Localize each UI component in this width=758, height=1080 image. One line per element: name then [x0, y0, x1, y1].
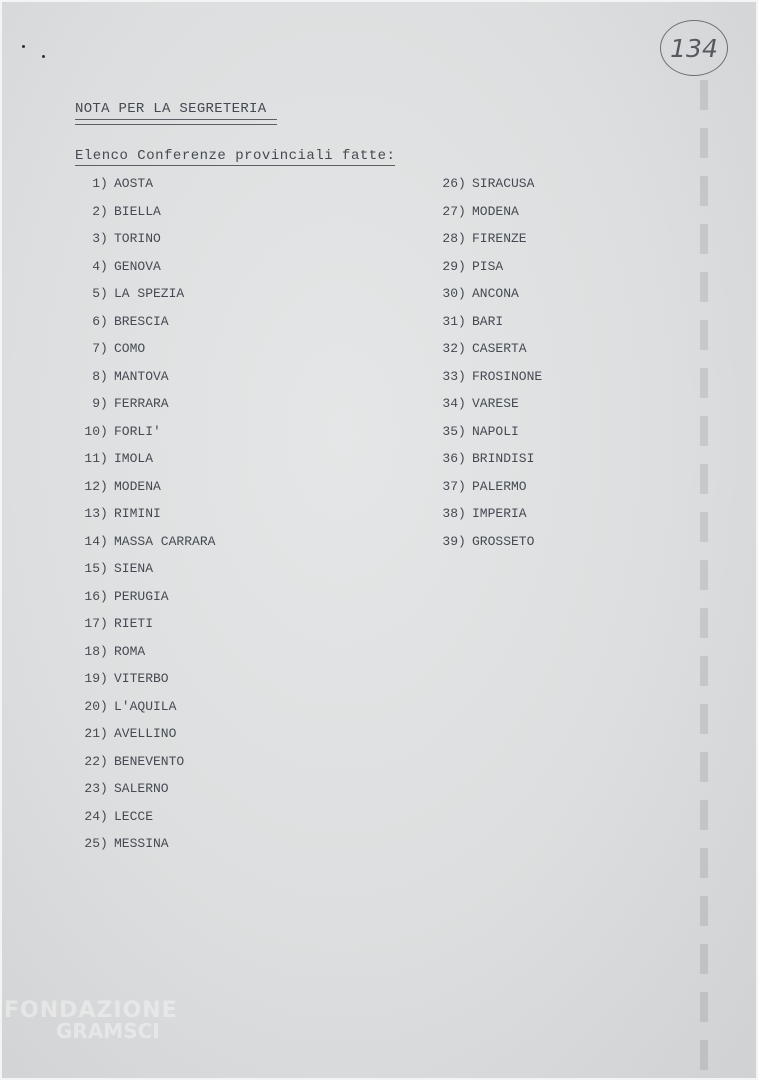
item-paren: ): [458, 231, 466, 246]
item-number: 25: [84, 836, 100, 851]
item-number: 35: [442, 423, 458, 439]
ink-speck: [22, 45, 25, 48]
item-number: 8: [92, 368, 100, 384]
list-item: [66, 643, 145, 661]
item-number: 31: [442, 313, 458, 329]
item-paren: ): [100, 231, 108, 246]
item-name: MASSA CARRARA: [114, 533, 216, 549]
list-item: [424, 340, 527, 358]
item-paren: ): [458, 368, 466, 384]
item-number: 3: [92, 231, 100, 246]
list-item: [424, 368, 542, 386]
item-name: L'AQUILA: [114, 698, 177, 714]
list-item: [424, 395, 519, 413]
item-number: 7: [92, 341, 100, 356]
list-item: [66, 423, 161, 441]
item-name: BENEVENTO: [114, 753, 185, 769]
list-item: [424, 175, 534, 193]
item-name: ROMA: [114, 643, 146, 659]
item-paren: ): [100, 781, 108, 796]
item-paren: ): [100, 396, 108, 411]
item-paren: ): [100, 671, 108, 686]
list-item: [424, 313, 503, 331]
document-heading: NOTA PER LA SEGRETERIA: [75, 101, 267, 117]
item-name: MESSINA: [114, 836, 169, 851]
item-name: LA SPEZIA: [114, 286, 185, 301]
item-paren: ): [100, 643, 108, 659]
list-item: [424, 203, 519, 221]
item-name: NAPOLI: [472, 423, 519, 439]
item-number: 17: [84, 616, 100, 631]
list-item: [66, 368, 169, 386]
item-name: GENOVA: [114, 258, 161, 274]
item-number: 5: [92, 286, 100, 301]
item-name: VARESE: [472, 396, 519, 411]
item-paren: ): [100, 726, 108, 741]
item-paren: ): [100, 836, 108, 851]
item-paren: ): [458, 258, 466, 274]
ink-speck: [42, 55, 45, 58]
list-item: [424, 478, 527, 496]
list-item: [66, 478, 161, 496]
item-name: PERUGIA: [114, 588, 169, 604]
item-paren: ): [458, 478, 466, 494]
list-item: [66, 450, 153, 468]
item-number: 20: [84, 698, 100, 714]
item-number: 14: [84, 533, 100, 549]
item-name: PALERMO: [472, 478, 527, 494]
item-paren: ): [458, 451, 466, 466]
item-number: 33: [442, 368, 458, 384]
item-paren: ): [458, 396, 466, 411]
item-name: BRINDISI: [472, 451, 535, 466]
item-number: 39: [442, 533, 458, 549]
item-name: VITERBO: [114, 671, 169, 686]
item-paren: ): [100, 506, 108, 521]
item-name: RIETI: [114, 616, 154, 631]
item-number: 34: [442, 396, 458, 411]
item-name: COMO: [114, 341, 146, 356]
item-number: 4: [92, 258, 100, 274]
item-name: PISA: [472, 258, 504, 274]
item-number: 22: [84, 753, 100, 769]
item-name: FERRARA: [114, 396, 169, 411]
item-name: IMOLA: [114, 451, 154, 466]
list-item: [66, 698, 176, 716]
item-number: 21: [84, 726, 100, 741]
item-paren: ): [100, 478, 108, 494]
item-name: FIRENZE: [472, 231, 527, 246]
list-item: [66, 505, 161, 523]
item-number: 18: [84, 643, 100, 659]
item-number: 10: [84, 423, 100, 439]
item-name: FROSINONE: [472, 368, 543, 384]
fondazione-gramsci-watermark: [4, 998, 178, 1043]
item-name: AVELLINO: [114, 726, 177, 741]
item-paren: ): [100, 423, 108, 439]
item-paren: ): [458, 203, 466, 219]
page-number-text: 134: [670, 33, 718, 63]
item-paren: ): [100, 203, 108, 219]
item-number: 29: [442, 258, 458, 274]
item-paren: ): [100, 451, 108, 466]
item-name: FORLI': [114, 423, 161, 439]
bleed-through-text: [690, 80, 718, 1070]
list-item: [66, 203, 161, 221]
list-item: [424, 533, 534, 551]
item-paren: ): [100, 588, 108, 604]
list-item: [66, 340, 145, 358]
list-item: [66, 395, 169, 413]
item-paren: ): [100, 258, 108, 274]
list-item: [66, 753, 184, 771]
item-paren: ): [100, 808, 108, 824]
item-number: 23: [84, 781, 100, 796]
item-paren: ): [458, 286, 466, 301]
item-name: SIENA: [114, 561, 154, 576]
item-name: RIMINI: [114, 506, 161, 521]
item-number: 11: [84, 451, 100, 466]
item-paren: ): [458, 313, 466, 329]
list-item: [66, 670, 169, 688]
item-name: BIELLA: [114, 203, 161, 219]
item-name: SIRACUSA: [472, 176, 535, 191]
item-number: 16: [84, 588, 100, 604]
item-paren: ): [100, 368, 108, 384]
item-name: LECCE: [114, 808, 154, 824]
list-item: [66, 533, 215, 551]
list-item: [66, 560, 153, 578]
item-name: MODENA: [114, 478, 161, 494]
list-item: [66, 808, 153, 826]
list-item: [424, 258, 503, 276]
list-title: Elenco Conferenze provinciali fatte:: [75, 148, 396, 164]
list-item: [66, 175, 153, 193]
item-number: 38: [442, 506, 458, 521]
item-number: 13: [84, 506, 100, 521]
item-number: 28: [442, 231, 458, 246]
item-number: 36: [442, 451, 458, 466]
watermark-line2: GRAMSCI: [56, 1019, 160, 1043]
item-paren: ): [100, 561, 108, 576]
item-number: 26: [442, 176, 458, 191]
item-number: 19: [84, 671, 100, 686]
item-number: 37: [442, 478, 458, 494]
item-name: IMPERIA: [472, 506, 527, 521]
item-paren: ): [458, 176, 466, 191]
item-name: BRESCIA: [114, 313, 169, 329]
item-number: 24: [84, 808, 100, 824]
list-item: [424, 230, 527, 248]
item-name: TORINO: [114, 231, 161, 246]
item-number: 1: [92, 176, 100, 191]
list-item: [66, 258, 161, 276]
list-item: [66, 835, 169, 853]
item-number: 15: [84, 561, 100, 576]
item-number: 32: [442, 341, 458, 356]
item-paren: ): [100, 313, 108, 329]
item-paren: ): [100, 753, 108, 769]
item-name: GROSSETO: [472, 533, 535, 549]
item-name: CASERTA: [472, 341, 527, 356]
item-name: AOSTA: [114, 176, 154, 191]
item-name: SALERNO: [114, 781, 169, 796]
item-name: MANTOVA: [114, 368, 169, 384]
list-item: [66, 230, 161, 248]
list-item: [66, 780, 169, 798]
item-number: 12: [84, 478, 100, 494]
list-item: [424, 450, 534, 468]
item-number: 2: [92, 203, 100, 219]
item-name: BARI: [472, 313, 504, 329]
item-paren: ): [458, 533, 466, 549]
item-paren: ): [100, 698, 108, 714]
item-paren: ): [100, 341, 108, 356]
watermark-line1: FONDAZIONE: [4, 998, 178, 1023]
item-paren: ): [458, 423, 466, 439]
item-paren: ): [100, 286, 108, 301]
list-item: [66, 285, 184, 303]
item-number: 27: [442, 203, 458, 219]
item-paren: ): [458, 506, 466, 521]
handwritten-page-number: [660, 20, 728, 76]
list-item: [66, 615, 153, 633]
item-paren: ): [458, 341, 466, 356]
item-paren: ): [100, 616, 108, 631]
list-item: [424, 423, 519, 441]
heading-double-underline: [75, 119, 277, 125]
item-name: ANCONA: [472, 286, 519, 301]
list-item: [66, 313, 169, 331]
list-item: [66, 588, 169, 606]
list-item: [66, 725, 176, 743]
list-item: [424, 505, 527, 523]
item-name: MODENA: [472, 203, 519, 219]
item-paren: ): [100, 176, 108, 191]
item-number: 6: [92, 313, 100, 329]
list-item: [424, 285, 519, 303]
item-paren: ): [100, 533, 108, 549]
item-number: 9: [92, 396, 100, 411]
item-number: 30: [442, 286, 458, 301]
